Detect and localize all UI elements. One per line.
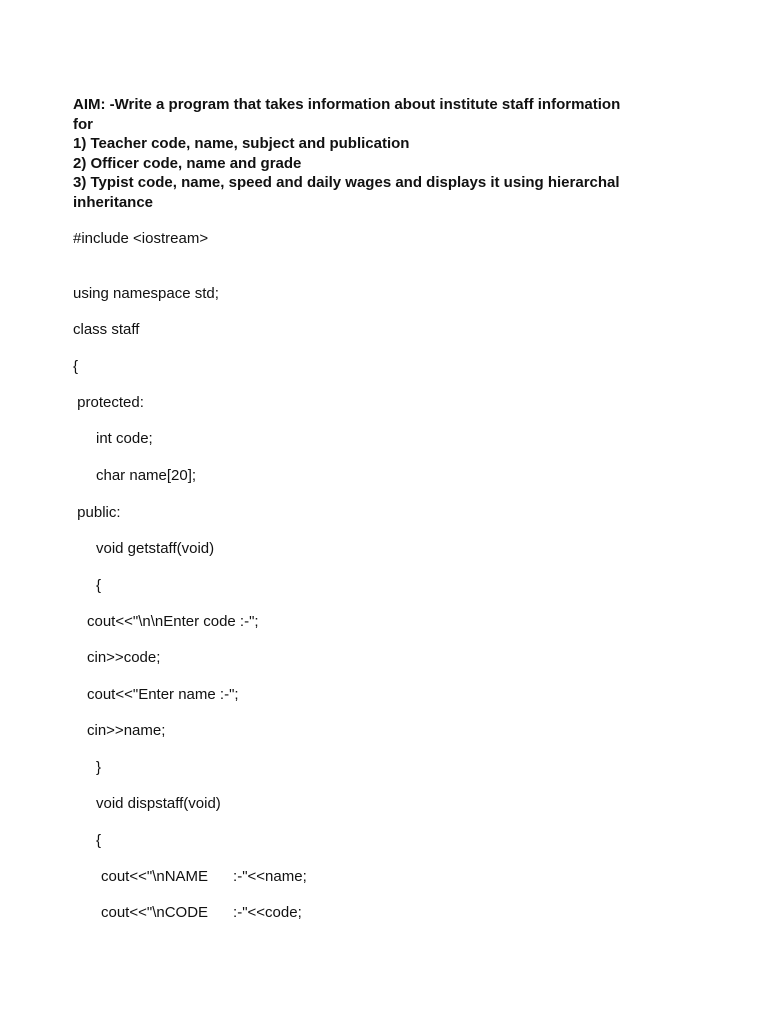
code-line: char name[20]; xyxy=(96,467,197,484)
aim-line: inheritance xyxy=(73,193,154,211)
code-line: { xyxy=(96,577,102,594)
code-line: cout<<"\n\nEnter code :-"; xyxy=(87,613,259,630)
code-line: { xyxy=(96,832,102,849)
aim-line: 2) Officer code, name and grade xyxy=(73,154,302,172)
code-line: void dispstaff(void) xyxy=(96,795,221,812)
code-line: cout<<"Enter name :-"; xyxy=(87,686,239,703)
aim-line: 1) Teacher code, name, subject and publication xyxy=(73,135,410,152)
code-line: #include <iostream> xyxy=(73,230,209,247)
code-line: cout<<"\nNAME :-"<<name; xyxy=(101,868,307,885)
code-line: public: xyxy=(73,504,121,521)
code-line: void getstaff(void) xyxy=(96,540,215,557)
code-line: int code; xyxy=(96,430,153,447)
code-line: } xyxy=(96,759,102,776)
code-line: cout<<"\nCODE :-"<<code; xyxy=(101,904,302,921)
aim-line: for xyxy=(73,115,93,133)
code-line: protected: xyxy=(73,394,144,411)
aim-line: AIM: -Write a program that takes information about institute staff information xyxy=(73,96,621,113)
code-line: using namespace std; xyxy=(73,285,219,302)
code-line: { xyxy=(73,358,79,375)
code-line: class staff xyxy=(73,321,140,338)
aim-line: 3) Typist code, name, speed and daily wages and displays it using hierarchal xyxy=(73,174,620,191)
code-line: cin>>name; xyxy=(87,722,166,739)
code-line: cin>>code; xyxy=(87,649,161,666)
